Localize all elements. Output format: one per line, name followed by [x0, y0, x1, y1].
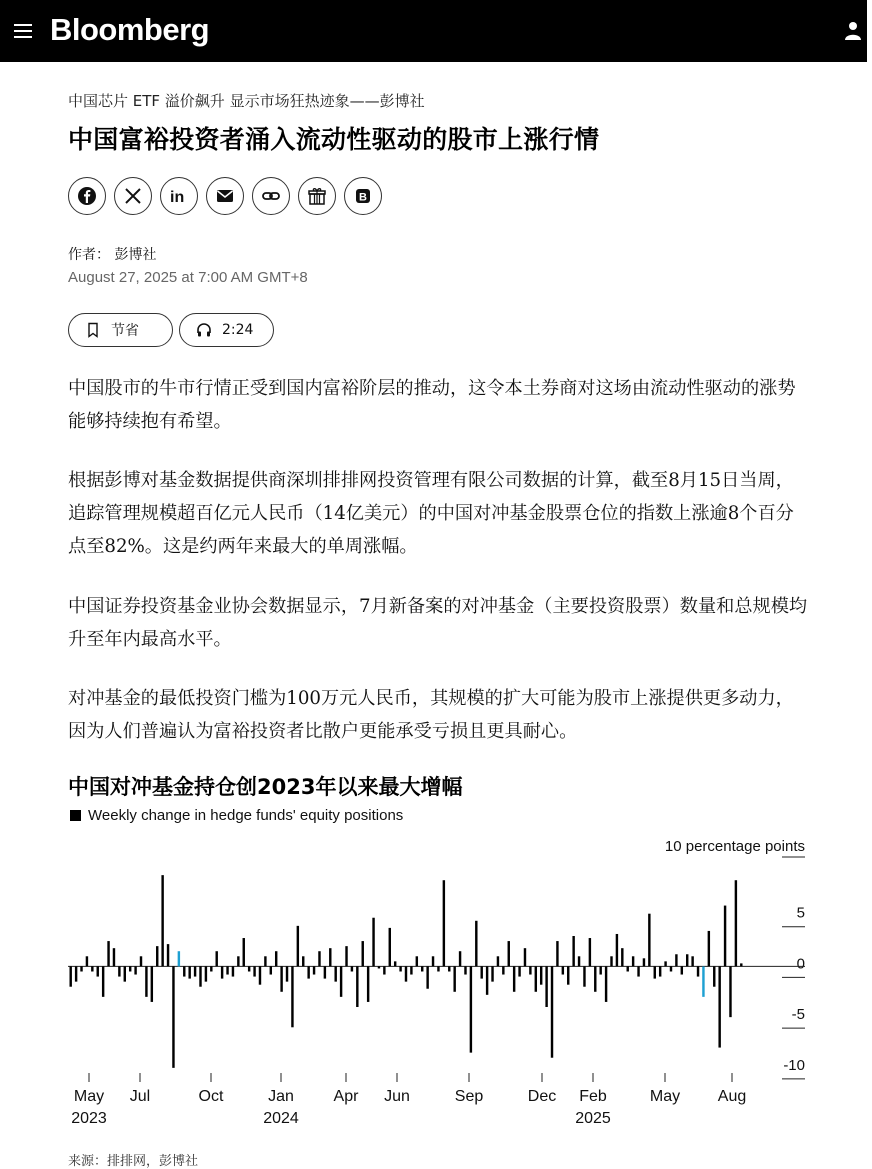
chart-bar: [107, 941, 109, 966]
chart-bar: [610, 956, 612, 966]
chart-bar: [389, 928, 391, 967]
svg-text:B: B: [359, 191, 367, 204]
chart-bar: [686, 954, 688, 966]
chart-bar: [740, 963, 742, 966]
chart-bar: [416, 956, 418, 966]
chart-bar: [637, 966, 639, 976]
chart-bar: [621, 948, 623, 966]
chart-bar: [464, 966, 466, 974]
byline: [68, 244, 156, 264]
chart-bar: [448, 966, 450, 971]
chart-title: 中国对冲基金持仓创2023年以来最大增幅: [68, 775, 463, 799]
chart-bar: [210, 966, 212, 971]
chart-bar: [69, 966, 71, 986]
chart-bar: [91, 966, 93, 971]
chart-bar: [599, 966, 601, 974]
chart-bar: [253, 966, 255, 976]
chart-bar: [394, 961, 396, 966]
chart-bar: [475, 921, 477, 967]
chart-bar: [264, 956, 266, 966]
x-tick-year-label: 2023: [71, 1110, 107, 1127]
publish-date: August 27, 2025 at 7:00 AM GMT+8: [68, 269, 308, 286]
chart-bar: [713, 966, 715, 986]
chart-bar: [161, 875, 163, 966]
chart-bar: [172, 966, 174, 1067]
headphones-icon: [196, 322, 212, 338]
chart-bar: [302, 956, 304, 966]
chart-bar: [729, 966, 731, 1017]
chart-bar: [545, 966, 547, 1007]
unit-label: 10 percentage points: [664, 838, 805, 855]
chart-bar: [627, 966, 629, 971]
chart-bar: [118, 966, 120, 976]
chart-bar: [226, 966, 228, 974]
chart-bar: [367, 966, 369, 1002]
chart-bar: [199, 966, 201, 986]
legend-label: Weekly change in hedge funds' equity positions: [88, 807, 404, 824]
chart-bar: [145, 966, 147, 996]
chart-bar: [351, 966, 353, 971]
chart-bar: [583, 966, 585, 986]
hamburger-menu-icon[interactable]: [14, 24, 32, 38]
chart-bar: [648, 914, 650, 967]
article-paragraph: 中国股市的牛市行情正受到国内富裕阶层的推动，这令本土券商对这场由流动性驱动的涨势能够持续抱有希望。: [68, 378, 796, 432]
x-tick-label: Feb: [579, 1088, 607, 1105]
chart-bar: [426, 966, 428, 988]
y-tick-label: -5: [791, 1006, 805, 1024]
chart-bar: [297, 926, 299, 967]
chart-bar: [113, 948, 115, 966]
chart-bar: [362, 941, 364, 966]
chart-bar: [718, 966, 720, 1047]
chart-bar: [183, 966, 185, 976]
chart-bar: [80, 966, 82, 971]
chart-bar: [75, 966, 77, 981]
chart-bar: [286, 966, 288, 981]
chart-bar: [702, 966, 704, 996]
chart-bar: [675, 954, 677, 966]
chart-bar: [399, 966, 401, 971]
byline-label: 作者：: [68, 247, 110, 263]
chart-bar: [491, 966, 493, 981]
top-navigation-bar: [0, 0, 867, 62]
chart-bar: [188, 966, 190, 978]
chart-bar: [664, 961, 666, 966]
chart-legend: [70, 807, 403, 824]
chart-bar: [205, 966, 207, 981]
chart-bar: [697, 966, 699, 976]
chart-bar: [551, 966, 553, 1057]
x-tick-label: May: [73, 1088, 105, 1105]
chart-bar: [324, 966, 326, 978]
link-icon[interactable]: [252, 177, 290, 215]
chart-bar: [691, 956, 693, 966]
chart-bar: [156, 946, 158, 966]
chart-bar: [86, 956, 88, 966]
linkedin-icon[interactable]: [160, 177, 198, 215]
save-label: 节省: [111, 323, 139, 339]
chart-bar: [318, 951, 320, 966]
x-tick-label: Oct: [198, 1088, 224, 1105]
chart-bar: [578, 956, 580, 966]
chart-bar: [643, 958, 645, 966]
chart-bar: [345, 946, 347, 966]
chart-bar: [497, 956, 499, 966]
chart-bar: [556, 941, 558, 966]
bookmark-icon: [85, 322, 101, 338]
chart-bar: [356, 966, 358, 1007]
share-buttons: [68, 177, 382, 215]
chart-bar: [562, 966, 564, 974]
y-tick-label: 0: [796, 955, 805, 973]
y-tick-label: -10: [783, 1056, 805, 1074]
chart-bar: [594, 966, 596, 991]
chart-bar: [605, 966, 607, 1002]
related-story-kicker[interactable]: 中国芯片 ETF 溢价飙升 显示市场狂热迹象——彭博社: [68, 92, 425, 110]
chart-bar: [167, 944, 169, 966]
chart-bar: [248, 966, 250, 971]
chart-bar: [243, 938, 245, 966]
chart-bar: [232, 966, 234, 976]
x-tick-label: Jun: [384, 1088, 410, 1105]
article-paragraph: 中国证券投资基金业协会数据显示，7月新备案的对冲基金（主要投资股票）数量和总规模均升至年内最高水平。: [68, 596, 808, 650]
chart-bar: [437, 966, 439, 971]
chart-bar: [178, 951, 180, 966]
gift-icon[interactable]: [298, 177, 336, 215]
x-tick-label: Jul: [129, 1088, 151, 1105]
chart-bar: [329, 948, 331, 966]
chart-bar: [421, 966, 423, 971]
chart-bar: [275, 951, 277, 966]
chart-bar: [513, 966, 515, 991]
chart-bar: [524, 948, 526, 966]
chart-bar: [102, 966, 104, 996]
save-button[interactable]: [68, 313, 173, 347]
chart-bar: [378, 966, 380, 968]
legend-swatch: [70, 810, 81, 821]
chart-bar: [459, 951, 461, 966]
chart-bar: [280, 966, 282, 991]
chart-bar: [124, 966, 126, 981]
chart-bar: [535, 966, 537, 991]
chart-bar: [194, 966, 196, 976]
bloomberg-logo[interactable]: Bloomberg: [50, 12, 210, 47]
chart-bar: [529, 966, 531, 974]
chart-bar: [508, 941, 510, 966]
bloomberg-icon[interactable]: [344, 177, 382, 215]
x-tick-label: May: [649, 1088, 681, 1105]
chart-bar: [129, 966, 131, 971]
chart-bar: [151, 966, 153, 1002]
chart-bar: [334, 966, 336, 981]
chart-bar: [572, 936, 574, 966]
article-headline: 中国富裕投资者涌入流动性驱动的股市上涨行情: [68, 125, 600, 154]
hedge-fund-bar-chart: [60, 830, 820, 1135]
chart-bar: [724, 906, 726, 967]
chart-bar: [221, 966, 223, 978]
x-tick-label: Dec: [527, 1088, 557, 1105]
chart-bar: [502, 966, 504, 974]
chart-bar: [708, 931, 710, 967]
chart-bar: [486, 966, 488, 994]
chart-bar: [307, 966, 309, 978]
listen-button[interactable]: [179, 313, 274, 347]
x-tick-label: Apr: [333, 1088, 359, 1105]
chart-bar: [616, 934, 618, 966]
byline-author[interactable]: 彭博社: [114, 247, 157, 263]
chart-bar: [540, 966, 542, 984]
article-paragraph: 根据彭博对基金数据提供商深圳排排网投资管理有限公司数据的计算，截至8月15日当周，追踪管理规模超百亿元人民币（14亿美元）的中国对冲基金股票仓位的指数上涨逾8个百分点至82%。这是约两年来最大的单周涨幅。: [68, 470, 794, 557]
user-icon[interactable]: [844, 21, 862, 41]
email-icon[interactable]: [206, 177, 244, 215]
chart-bar: [432, 956, 434, 966]
chart-bar: [291, 966, 293, 1027]
svg-text:in: in: [170, 189, 185, 206]
facebook-icon[interactable]: [68, 177, 106, 215]
chart-bar: [443, 880, 445, 966]
chart-bar: [681, 966, 683, 974]
chart-bar: [97, 966, 99, 976]
chart-bar: [259, 966, 261, 984]
listen-duration: 2:24: [222, 322, 254, 338]
chart-bar: [735, 880, 737, 966]
chart-bar: [518, 966, 520, 976]
chart-bar: [372, 918, 374, 967]
x-tick-label: Sep: [454, 1088, 484, 1105]
chart-bar: [632, 956, 634, 966]
chart-bar: [481, 966, 483, 978]
chart-bar: [670, 966, 672, 971]
chart-bar: [410, 966, 412, 974]
chart-bar: [659, 966, 661, 976]
chart-bar: [567, 966, 569, 984]
chart-bar: [313, 966, 315, 974]
chart-bar: [654, 966, 656, 978]
x-icon[interactable]: [114, 177, 152, 215]
y-tick-label: 5: [796, 904, 805, 922]
chart-bar: [134, 966, 136, 974]
chart-bar: [405, 966, 407, 981]
article-paragraph: 对冲基金的最低投资门槛为100万元人民币，其规模的扩大可能为股市上涨提供更多动力，因为人们普遍认为富裕投资者比散户更能承受亏损且更具耐心。: [68, 688, 794, 742]
chart-bar: [340, 966, 342, 996]
chart-source: 来源：排排网，彭博社: [68, 1154, 199, 1169]
chart-bar: [270, 966, 272, 974]
x-tick-label: Jan: [268, 1088, 294, 1105]
chart-bar: [470, 966, 472, 1052]
x-tick-label: Aug: [717, 1088, 747, 1105]
chart-bar: [140, 956, 142, 966]
x-tick-year-label: 2024: [263, 1110, 299, 1127]
chart-bar: [453, 966, 455, 991]
chart-bar: [237, 956, 239, 966]
chart-bar: [216, 951, 218, 966]
x-tick-year-label: 2025: [575, 1110, 611, 1127]
chart-bar: [383, 966, 385, 974]
chart-bar: [589, 938, 591, 966]
